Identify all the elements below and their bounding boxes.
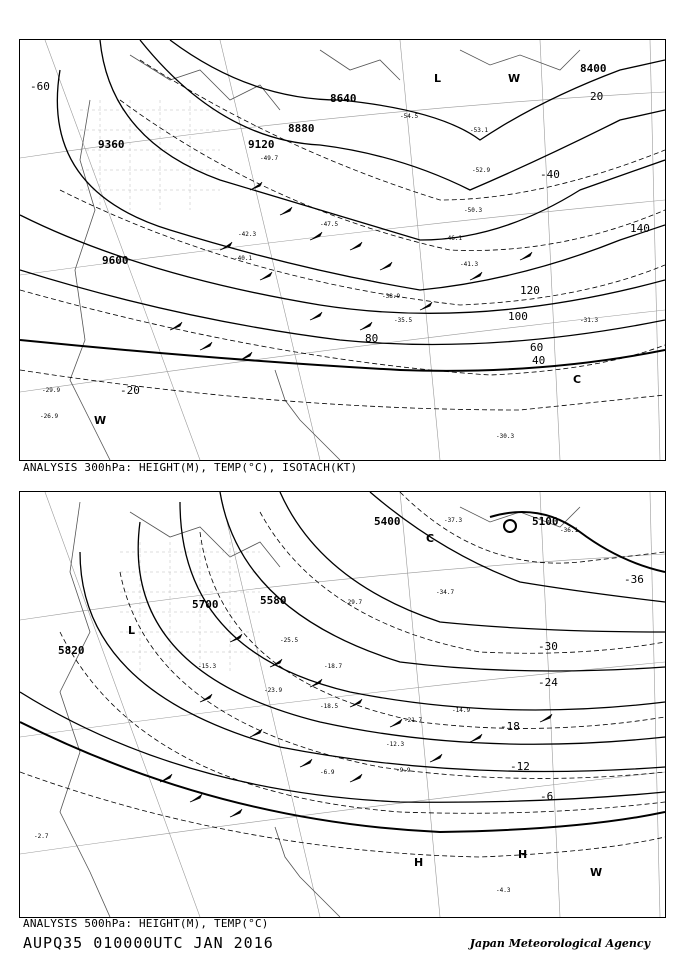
isotach-label: 40 (532, 354, 546, 367)
station-temp: -25.5 (280, 637, 299, 644)
agency-credit: Japan Meteorological Agency (469, 937, 650, 950)
station-temp: -52.9 (472, 167, 491, 174)
station-temp: -36.1 (560, 527, 579, 534)
station-temp: -26.9 (40, 413, 59, 420)
station-temp: -12.3 (386, 741, 405, 748)
height-label: 9120 (248, 138, 275, 151)
low-center-circle (504, 520, 516, 532)
temp-label: -18 (500, 720, 520, 733)
station-temp: -53.1 (470, 127, 489, 134)
pressure-system-label: W (508, 72, 521, 85)
pressure-system-label: H (518, 848, 528, 861)
station-temp: -18.5 (320, 703, 339, 710)
chart-300hpa-svg (20, 40, 665, 460)
temp-label: -24 (538, 676, 558, 689)
station-temp: -37.3 (444, 517, 463, 524)
station-temp: -42.3 (238, 231, 257, 238)
isotach-label: 60 (530, 341, 544, 354)
height-label: 5700 (192, 598, 219, 611)
chart-500hpa (19, 491, 666, 918)
temp-label: -30 (538, 640, 558, 653)
temp-label: -40 (540, 168, 560, 181)
chart-300hpa (19, 39, 666, 461)
station-temp: -46.1 (444, 235, 463, 242)
height-label: 8880 (288, 122, 315, 135)
isotach-label: 20 (590, 90, 604, 103)
pressure-system-label: C (573, 373, 582, 386)
station-temp: -50.3 (464, 207, 483, 214)
station-temp: -34.7 (436, 589, 455, 596)
hatched-region (120, 542, 260, 672)
temp-label: -36 (624, 573, 644, 586)
station-temp: -29.7 (344, 599, 363, 606)
station-temp: -31.3 (580, 317, 599, 324)
station-temp: -6.9 (320, 769, 335, 776)
temp-label: -20 (120, 384, 140, 397)
height-label: 5400 (374, 515, 401, 528)
height-label: 9600 (102, 254, 129, 267)
pressure-system-label: H (414, 856, 424, 869)
station-temp: -2.7 (34, 833, 49, 840)
chart-code-datetime: AUPQ35 010000UTC JAN 2016 (23, 934, 274, 952)
station-temp: -54.5 (400, 113, 419, 120)
hatched-region (80, 100, 220, 210)
pressure-system-label: L (434, 72, 442, 85)
height-label: 8640 (330, 92, 357, 105)
pressure-system-label: C (426, 532, 435, 545)
station-temp: -15.3 (198, 663, 217, 670)
height-label: 9360 (98, 138, 125, 151)
graticule (20, 492, 665, 917)
station-observations (34, 517, 578, 894)
isotherms (20, 492, 665, 857)
height-contours (20, 492, 665, 832)
height-label: 5820 (58, 644, 85, 657)
isotach-label: 100 (508, 310, 528, 323)
station-temp: -38.9 (382, 293, 401, 300)
pressure-system-label: W (590, 866, 603, 879)
caption-300hpa: ANALYSIS 300hPa: HEIGHT(M), TEMP(°C), ISOTACH(KT) (23, 461, 358, 474)
station-temp: -41.3 (460, 261, 479, 268)
isotach-label: 120 (520, 284, 540, 297)
temp-label: -6 (540, 790, 554, 803)
temp-label: -12 (510, 760, 530, 773)
coastlines (70, 50, 580, 460)
pressure-system-label: L (128, 624, 136, 637)
station-temp: -30.3 (496, 433, 515, 440)
isotach-label: 140 (630, 222, 650, 235)
height-label: 5580 (260, 594, 287, 607)
station-temp: -35.5 (394, 317, 413, 324)
temp-label: -60 (30, 80, 50, 93)
pressure-system-label: W (94, 414, 107, 427)
isotach-label: 80 (365, 332, 379, 345)
caption-500hpa: ANALYSIS 500hPa: HEIGHT(M), TEMP(°C) (23, 917, 269, 930)
station-temp: -23.9 (264, 687, 283, 694)
station-temp: -21.7 (404, 717, 423, 724)
station-temp: -4.3 (496, 887, 511, 894)
station-temp: -29.9 (42, 387, 61, 394)
station-temp: -40.1 (234, 255, 253, 262)
height-label: 8400 (580, 62, 607, 75)
height-label: 5100 (532, 515, 559, 528)
wind-barbs (160, 634, 552, 817)
station-temp: -47.5 (320, 221, 339, 228)
station-temp: -14.9 (452, 707, 471, 714)
chart-500hpa-svg (20, 492, 665, 917)
station-temp: -49.7 (260, 155, 279, 162)
station-temp: -9.9 (396, 767, 411, 774)
station-temp: -18.7 (324, 663, 343, 670)
